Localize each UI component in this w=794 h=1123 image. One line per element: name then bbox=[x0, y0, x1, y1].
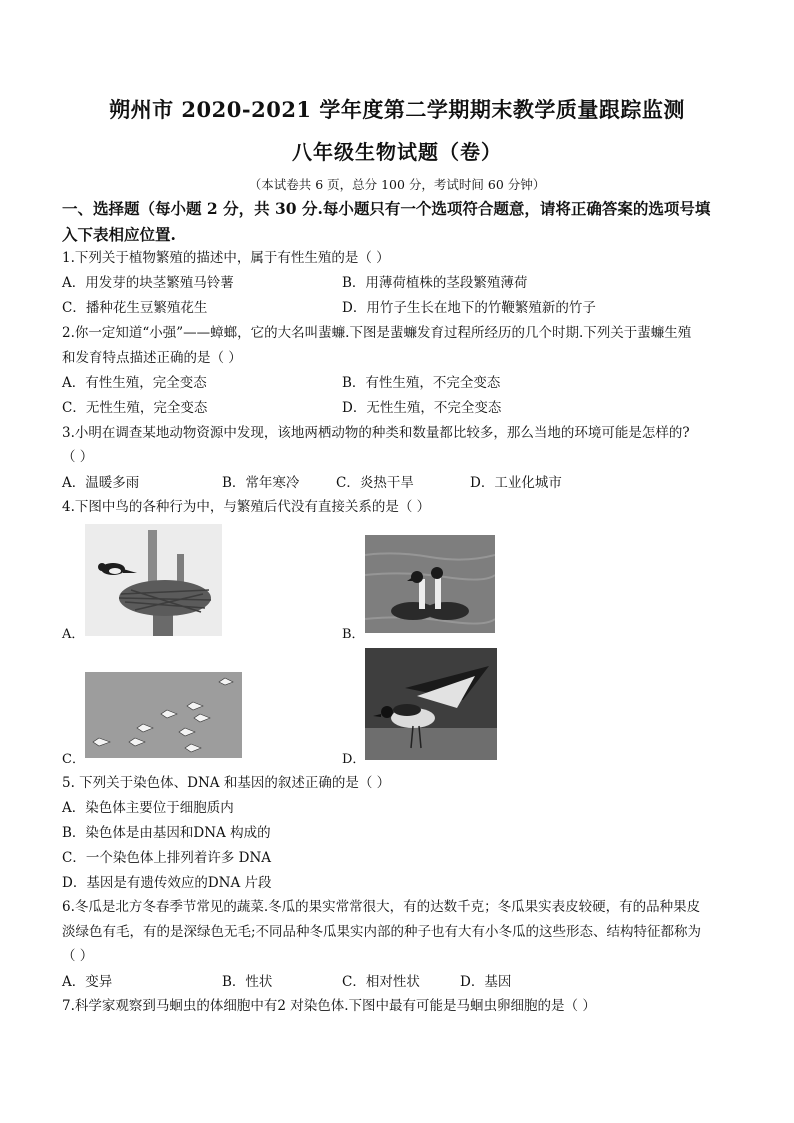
q2-stem-line2: 和发育特点描述正确的是（ ） bbox=[62, 350, 242, 366]
q3-option-b: B．常年寒冷 bbox=[222, 475, 300, 491]
q1-option-d: D．用竹子生长在地下的竹鞭繁殖新的竹子 bbox=[342, 300, 596, 316]
q5-option-a: A．染色体主要位于细胞质内 bbox=[62, 800, 234, 816]
q7-stem: 7.科学家观察到马蛔虫的体细胞中有2 对染色体.下图中最有可能是马蛔虫卵细胞的是（ ） bbox=[62, 998, 596, 1014]
exam-title: 朔州市 2020-2021 学年度第二学期期末教学质量跟踪监测 bbox=[109, 97, 685, 122]
q3-option-c: C．炎热干旱 bbox=[336, 475, 414, 491]
q3-option-a: A．温暖多雨 bbox=[62, 475, 140, 491]
q4-label-b: B． bbox=[342, 627, 365, 642]
q2-option-c: C．无性生殖，完全变态 bbox=[62, 400, 208, 416]
q6-option-a: A．变异 bbox=[62, 974, 113, 990]
q6-option-b: B．性状 bbox=[222, 974, 273, 990]
q2-stem-line1: 2.你一定知道“小强”——蟑螂，它的大名叫蜚蠊.下图是蜚蠊发育过程所经历的几个时期.下列关于蜚蠊生殖 bbox=[62, 325, 692, 341]
magpie-nest-photo bbox=[85, 524, 222, 636]
q1-stem: 1.下列关于植物繁殖的描述中，属于有性生殖的是（ ） bbox=[62, 250, 390, 266]
q6-stem-line3: （ ） bbox=[62, 948, 94, 964]
q3-stem-line2: （ ） bbox=[62, 449, 94, 465]
q4-stem: 4.下图中鸟的各种行为中，与繁殖后代没有直接关系的是（ ） bbox=[62, 499, 431, 515]
q2-option-d: D．无性生殖，不完全变态 bbox=[342, 400, 502, 416]
q6-stem-line2: 淡绿色有毛，有的是深绿色无毛;不同品种冬瓜果实内部的种子也有大有小冬瓜的这些形态、结构特征都称为 bbox=[62, 924, 702, 940]
q4-label-d: D． bbox=[342, 752, 366, 767]
q3-option-d: D．工业化城市 bbox=[470, 475, 562, 491]
q5-stem: 5. 下列关于染色体、DNA 和基因的叙述正确的是（ ） bbox=[62, 775, 391, 791]
q2-option-b: B．有性生殖，不完全变态 bbox=[342, 375, 501, 391]
q6-stem-line1: 6.冬瓜是北方冬春季节常见的蔬菜.冬瓜的果实常常很大，有的达数千克；冬瓜果实表皮较硬，有的品种果皮 bbox=[62, 899, 701, 915]
q1-option-c: C．播种花生豆繁殖花生 bbox=[62, 300, 208, 316]
q1-option-a: A．用发芽的块茎繁殖马铃薯 bbox=[62, 275, 234, 291]
q5-option-d: D．基因是有遗传效应的DNA 片段 bbox=[62, 875, 272, 891]
q2-option-a: A．有性生殖，完全变态 bbox=[62, 375, 207, 391]
lapwing-mating-photo bbox=[365, 648, 497, 760]
q6-option-c: C．相对性状 bbox=[342, 974, 420, 990]
section-heading-line1: 一、选择题（每小题 2 分，共 30 分.每小题只有一个选项符合题意，请将正确答案的选项号填 bbox=[62, 199, 711, 218]
grebe-courtship-photo bbox=[365, 535, 495, 633]
q1-option-b: B．用薄荷植株的茎段繁殖薄荷 bbox=[342, 275, 528, 291]
q6-option-d: D．基因 bbox=[460, 974, 512, 990]
q5-option-c: C．一个染色体上排列着许多 DNA bbox=[62, 850, 272, 866]
q5-option-b: B．染色体是由基因和DNA 构成的 bbox=[62, 825, 271, 841]
q4-label-c: C． bbox=[62, 752, 85, 767]
q4-label-a: A． bbox=[62, 627, 85, 642]
exam-subtitle: 八年级生物试题（卷） bbox=[292, 140, 502, 164]
exam-note: （本试卷共 6 页，总分 100 分，考试时间 60 分钟） bbox=[248, 177, 546, 192]
section-heading-line2: 入下表相应位置. bbox=[62, 225, 176, 244]
flying-geese-photo bbox=[85, 672, 242, 758]
q3-stem-line1: 3.小明在调查某地动物资源中发现，该地两栖动物的种类和数量都比较多，那么当地的环境可能是怎样的? bbox=[62, 425, 690, 441]
